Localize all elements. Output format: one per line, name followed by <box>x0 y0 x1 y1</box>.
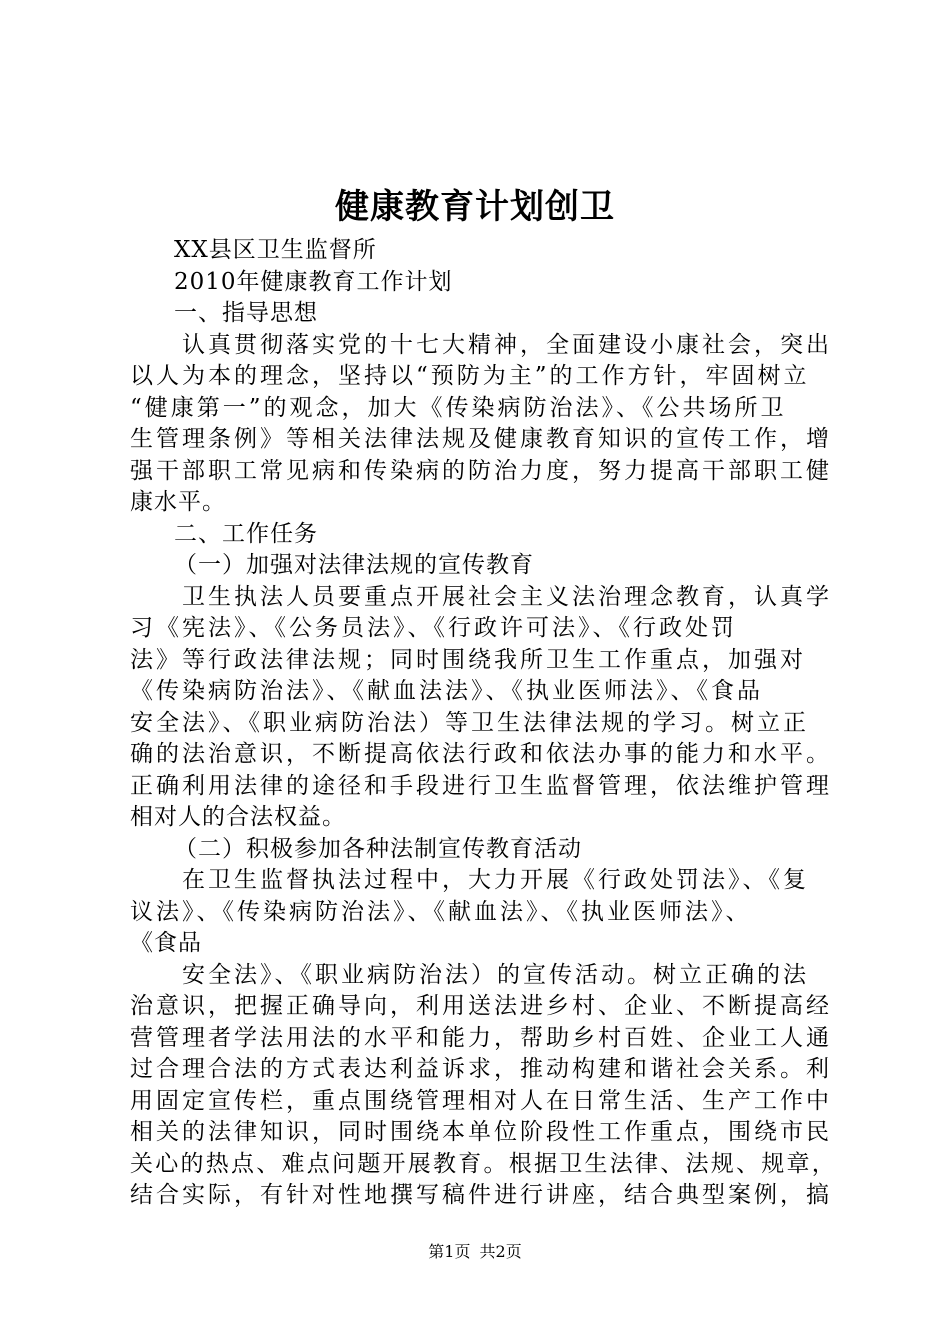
body-line: 安全法》、《职业病防治法）等卫生法律法规的学习。树立正 <box>130 709 809 736</box>
body-line: 在卫生监督执法过程中，大力开展《行政处罚法》、《复 <box>182 867 809 893</box>
body-line: 过合理合法的方式表达利益诉求，推动构建和谐社会关系。利 <box>130 1056 832 1082</box>
subsection-heading: （二）积极参加各种法制宣传教育活动 <box>174 835 582 862</box>
body-line: 结合实际，有针对性地撰写稿件进行讲座，结合典型案例，搞 <box>130 1182 832 1208</box>
body-line: 生管理条例》等相关法律法规及健康教育知识的宣传工作，增 <box>130 426 832 452</box>
body-line: 营管理者学法用法的水平和能力，帮助乡村百姓、企业工人通 <box>130 1024 832 1051</box>
body-line: 相对人的合法权益。 <box>130 804 346 830</box>
body-line: 习《宪法》、《公务员法》、《行政许可法》、《行政处罚 <box>130 615 737 641</box>
body-line: 法》等行政法律法规；同时围绕我所卫生工作重点，加强对 <box>130 646 806 673</box>
body-line: 关心的热点、难点问题开展教育。根据卫生法律、法规、规章， <box>130 1150 837 1177</box>
document-body <box>130 235 836 1212</box>
body-line: 《食品 <box>130 930 202 956</box>
body-line: 强干部职工常见病和传染病的防治力度，努力提高干部职工健 <box>130 457 832 484</box>
body-line: 正确利用法律的途径和手段进行卫生监督管理，依法维护管理 <box>130 772 832 799</box>
page-footer <box>0 1241 950 1263</box>
body-line: 治意识，把握正确导向，利用送法进乡村、企业、不断提高经 <box>130 993 832 1019</box>
section-heading: 二、工作任务 <box>174 520 318 547</box>
page-total: 共2页 <box>479 1242 522 1261</box>
body-line: 卫生执法人员要重点开展社会主义法治理念教育，认真学 <box>182 583 832 610</box>
body-line: 安全法》、《职业病防治法）的宣传活动。树立正确的法 <box>182 961 809 988</box>
body-line: 议法》、《传染病防治法》、《献血法》、《执业医师法》、 <box>130 898 752 925</box>
body-line: 确的法治意识，不断提高依法行政和依法办事的能力和水平。 <box>130 741 832 767</box>
body-line: “健康第一”的观念，加大《传染病防治法》、《公共场所卫 <box>130 394 787 421</box>
body-line: 认真贯彻落实党的十七大精神，全面建设小康社会，突出 <box>182 331 832 358</box>
section-heading: 一、指导思想 <box>174 300 318 326</box>
body-line: 相关的法律知识，同时围绕本单位阶段性工作重点，围绕市民 <box>130 1119 832 1145</box>
body-line: XX县区卫生监督所 <box>174 237 377 263</box>
document-title: 健康教育计划创卫 <box>335 187 615 227</box>
body-line: 以人为本的理念，坚持以“预防为主”的工作方针，牢固树立 <box>130 363 810 389</box>
page-number: 第1页 <box>428 1242 471 1261</box>
body-line: 《传染病防治法》、《献血法法》、《执业医师法》、《食品 <box>130 678 763 704</box>
subsection-heading: （一）加强对法律法规的宣传教育 <box>174 552 534 578</box>
body-line: 康水平。 <box>130 489 226 515</box>
body-line: 2010年健康教育工作计划 <box>174 268 453 295</box>
body-line: 用固定宣传栏，重点围绕管理相对人在日常生活、生产工作中 <box>130 1087 832 1114</box>
